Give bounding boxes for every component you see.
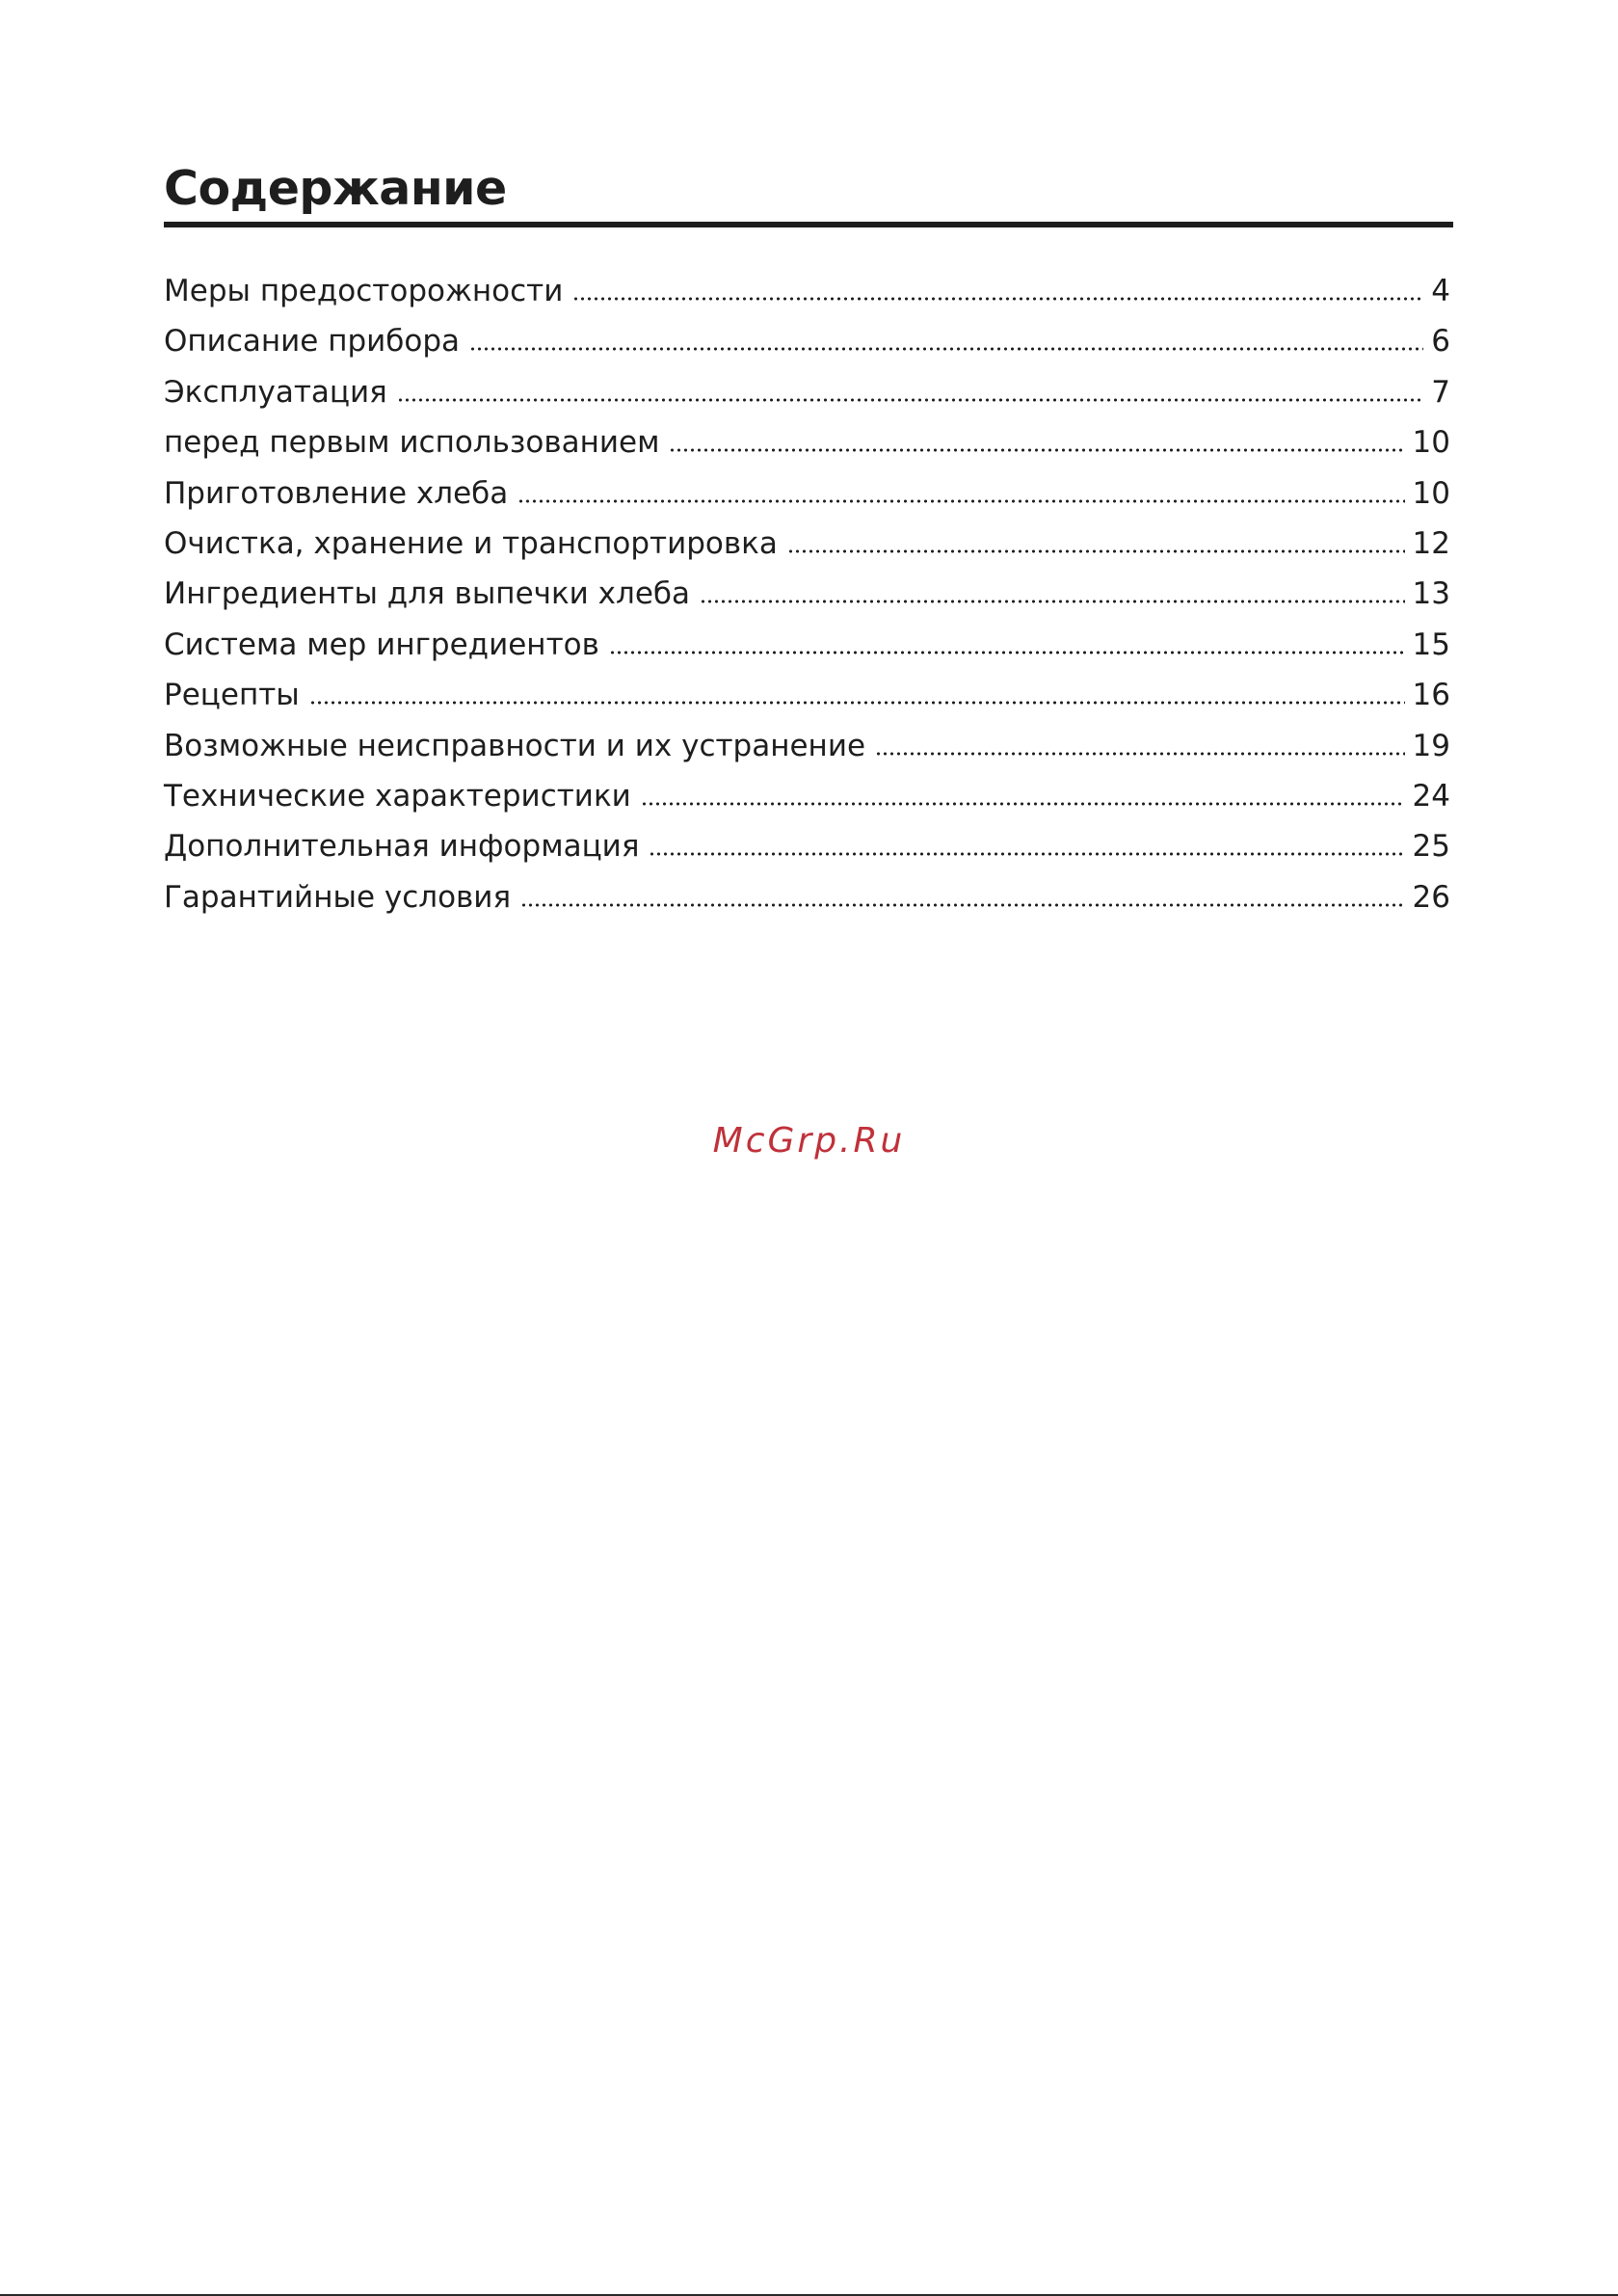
- toc-entry-label: Рецепты: [164, 678, 300, 713]
- toc-entry[interactable]: [164, 821, 1450, 871]
- toc-dot-leader: [875, 752, 1405, 756]
- page-title: Содержание: [164, 161, 507, 216]
- toc-entry-page: 15: [1412, 627, 1450, 662]
- toc-entry-page: 6: [1431, 324, 1450, 360]
- table-of-contents: [164, 266, 1450, 922]
- toc-entry[interactable]: [164, 670, 1450, 720]
- toc-entry-label: перед первым использованием: [164, 425, 660, 461]
- toc-entry-page: 16: [1412, 678, 1450, 713]
- toc-entry-label: Гарантийные условия: [164, 879, 512, 915]
- toc-entry-page: 26: [1412, 879, 1450, 915]
- title-rule: [164, 222, 1453, 227]
- toc-entry-label: Дополнительная информация: [164, 829, 640, 865]
- toc-dot-leader: [517, 499, 1404, 503]
- toc-dot-leader: [397, 398, 1423, 402]
- toc-entry[interactable]: [164, 266, 1450, 316]
- toc-entry[interactable]: [164, 316, 1450, 366]
- toc-entry[interactable]: [164, 468, 1450, 519]
- toc-dot-leader: [309, 701, 1405, 705]
- toc-entry-label: Очистка, хранение и транспортировка: [164, 525, 778, 561]
- toc-entry-page: 24: [1412, 778, 1450, 814]
- toc-dot-leader: [641, 802, 1405, 806]
- toc-entry-label: Технические характеристики: [164, 778, 631, 814]
- toc-entry[interactable]: [164, 569, 1450, 619]
- toc-dot-leader: [609, 651, 1405, 654]
- toc-entry-label: Возможные неисправности и их устранение: [164, 728, 866, 763]
- toc-entry-label: Эксплуатация: [164, 374, 387, 410]
- toc-dot-leader: [649, 852, 1404, 856]
- toc-entry-label: Описание прибора: [164, 324, 461, 360]
- toc-entry-page: 4: [1431, 274, 1450, 308]
- toc-entry[interactable]: [164, 620, 1450, 670]
- toc-entry-page: 10: [1412, 475, 1450, 511]
- toc-entry-label: Система мер ингредиентов: [164, 627, 599, 662]
- toc-dot-leader: [520, 903, 1404, 907]
- toc-entry-page: 13: [1412, 576, 1450, 612]
- toc-entry-page: 25: [1412, 829, 1450, 865]
- toc-entry-label: Приготовление хлеба: [164, 475, 509, 511]
- toc-dot-leader: [787, 549, 1405, 553]
- toc-entry-page: 12: [1412, 525, 1450, 561]
- toc-dot-leader: [669, 448, 1404, 452]
- toc-entry-page: 19: [1412, 728, 1450, 763]
- toc-entry[interactable]: [164, 771, 1450, 821]
- toc-entry-label: Ингредиенты для выпечки хлеба: [164, 576, 691, 612]
- toc-entry-page: 10: [1412, 425, 1450, 461]
- toc-entry[interactable]: [164, 721, 1450, 771]
- toc-entry[interactable]: [164, 367, 1450, 417]
- toc-entry[interactable]: [164, 519, 1450, 569]
- toc-entry-page: 7: [1431, 374, 1450, 410]
- watermark: McGrp.Ru: [712, 1121, 906, 1161]
- toc-entry[interactable]: [164, 872, 1450, 922]
- toc-entry-label: Меры предосторожности: [164, 274, 564, 308]
- toc-entry[interactable]: [164, 417, 1450, 467]
- toc-dot-leader: [469, 347, 1423, 351]
- toc-dot-leader: [700, 600, 1405, 603]
- toc-dot-leader: [572, 297, 1423, 301]
